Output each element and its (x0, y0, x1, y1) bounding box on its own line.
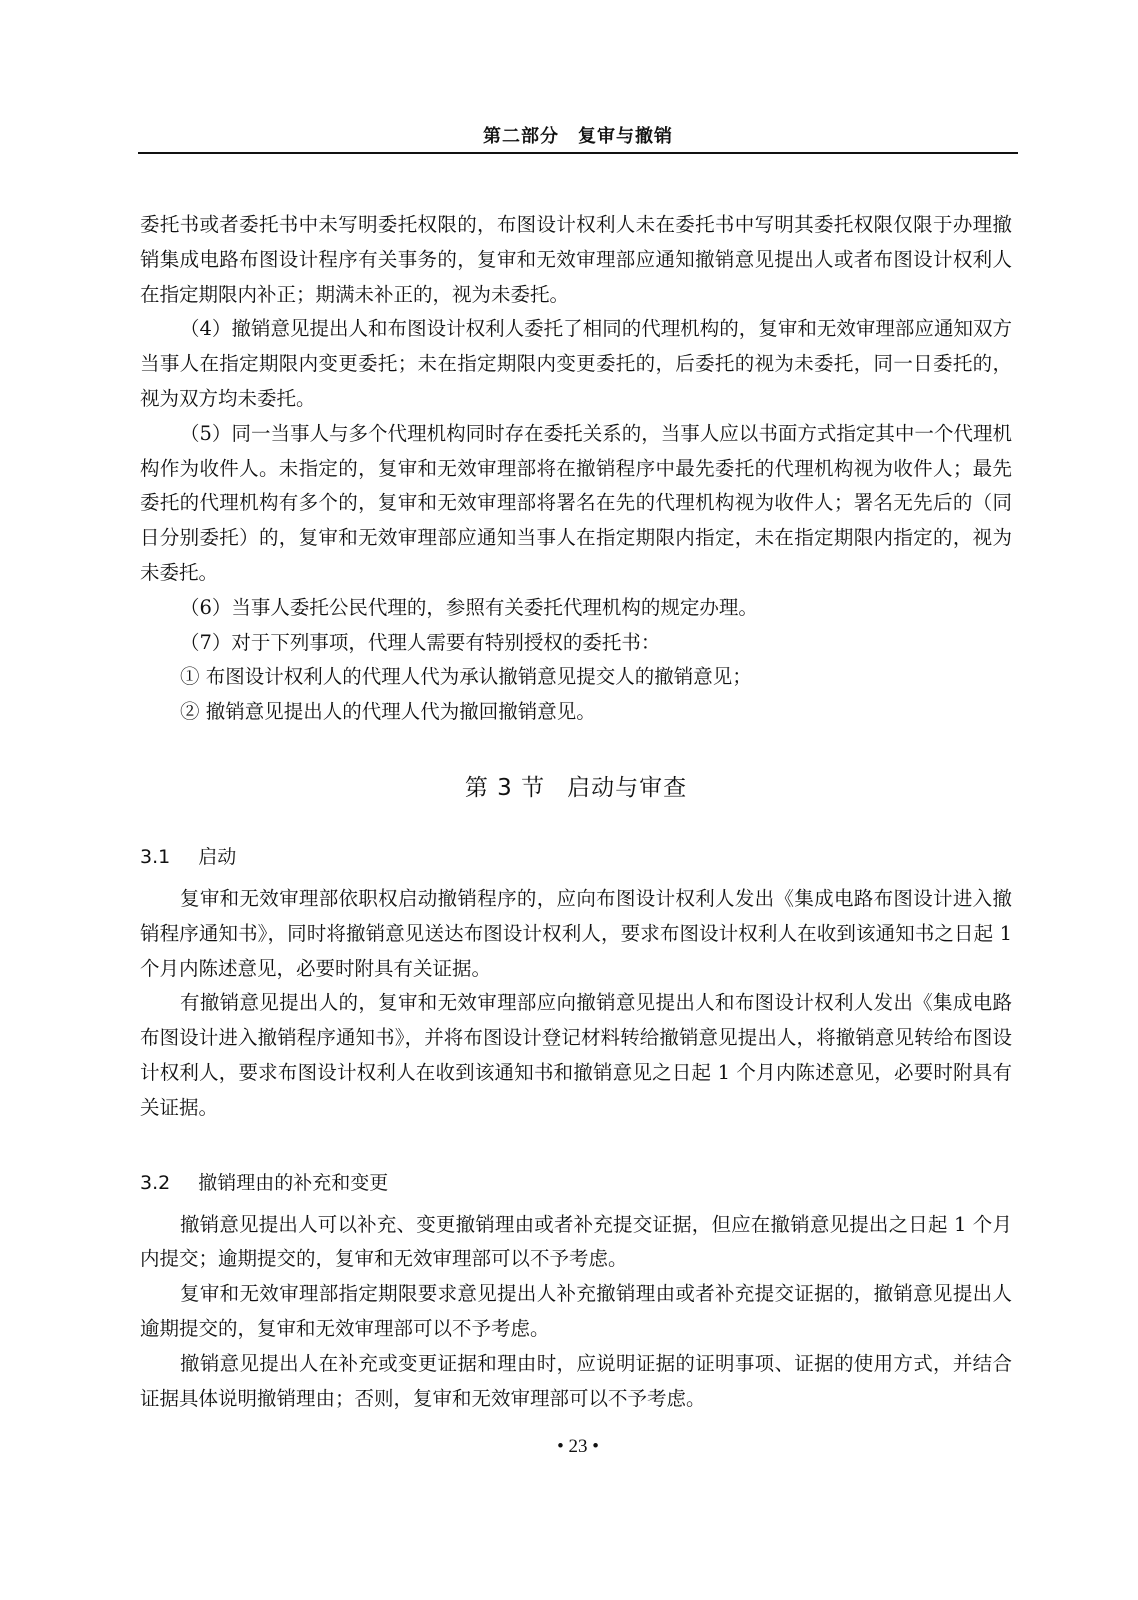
subsection-title: 撤销理由的补充和变更 (198, 1171, 389, 1194)
paragraph-item-6: （6）当事人委托公民代理的，参照有关委托代理机构的规定办理。 (180, 595, 758, 619)
page-body (140, 208, 1012, 1416)
page-number: • 23 • (557, 1436, 599, 1457)
header-rule (138, 152, 1018, 154)
paragraph-continued: 委托书或者委托书中未写明委托权限的，布图设计权利人未在委托书中写明其委托权限仅限于办理撤销集成电路布图设计程序有关事务的，复审和无效审理部应通知撤销意见提出人或者布图设计权利人在指定期限内补正；期满未补正的，视为未委托。 (140, 213, 1012, 306)
paragraph-item-4: （4）撤销意见提出人和布图设计权利人委托了相同的代理机构的，复审和无效审理部应通知双方当事人在指定期限内变更委托；未在指定期限内变更委托的，后委托的视为未委托，同一日委托的，视为双方均未委托。 (140, 317, 1012, 410)
subsection-number: 3.2 (140, 1171, 171, 1194)
paragraph-3-2-2: 复审和无效审理部指定期限要求意见提出人补充撤销理由或者补充提交证据的，撤销意见提出人逾期提交的，复审和无效审理部可以不予考虑。 (140, 1282, 1012, 1340)
list-item-7-2: ② 撤销意见提出人的代理人代为撤回撤销意见。 (180, 700, 596, 724)
list-item-7-1: ① 布图设计权利人的代理人代为承认撤销意见提交人的撤销意见； (180, 665, 752, 689)
running-header: 第二部分 复审与撤销 (483, 126, 673, 147)
section-title (140, 768, 1012, 808)
subsection-heading-3-1 (140, 840, 1012, 874)
subsection-number: 3.1 (140, 845, 171, 868)
subsection-heading-3-2 (140, 1166, 1012, 1200)
section-number: 第 3 节 (464, 774, 546, 801)
paragraph-3-1-1: 复审和无效审理部依职权启动撤销程序的，应向布图设计权利人发出《集成电路布图设计进入撤销程序通知书》，同时将撤销意见送达布图设计权利人，要求布图设计权利人在收到该通知书之日起 1 个月内陈述意见，必要时附具有关证据。 (140, 886, 1012, 980)
paragraph-item-7: （7）对于下列事项，代理人需要有特别授权的委托书： (180, 630, 661, 654)
paragraph-3-2-1: 撤销意见提出人可以补充、变更撤销理由或者补充提交证据，但应在撤销意见提出之日起 1 个月内提交；逾期提交的，复审和无效审理部可以不予考虑。 (140, 1212, 1012, 1271)
section-title-text: 启动与审查 (567, 774, 688, 801)
subsection-title: 启动 (198, 845, 237, 868)
paragraph-3-2-3: 撤销意见提出人在补充或变更证据和理由时，应说明证据的证明事项、证据的使用方式，并结合证据具体说明撤销理由；否则，复审和无效审理部可以不予考虑。 (140, 1351, 1012, 1410)
paragraph-3-1-2: 有撤销意见提出人的，复审和无效审理部应向撤销意见提出人和布图设计权利人发出《集成电路布图设计进入撤销程序通知书》，并将布图设计登记材料转给撤销意见提出人，将撤销意见转给布图设计权利人，要求布图设计权利人在收到该通知书和撤销意见之日起 1 个月内陈述意见，必要时附具有关证据。 (140, 991, 1012, 1119)
paragraph-item-5: （5）同一当事人与多个代理机构同时存在委托关系的，当事人应以书面方式指定其中一个代理机构作为收件人。未指定的，复审和无效审理部将在撤销程序中最先委托的代理机构视为收件人；最先委托的代理机构有多个的，复审和无效审理部将署名在先的代理机构视为收件人；署名无先后的（同日分别委托）的，复审和无效审理部应通知当事人在指定期限内指定，未在指定期限内指定的，视为未委托。 (140, 421, 1012, 584)
